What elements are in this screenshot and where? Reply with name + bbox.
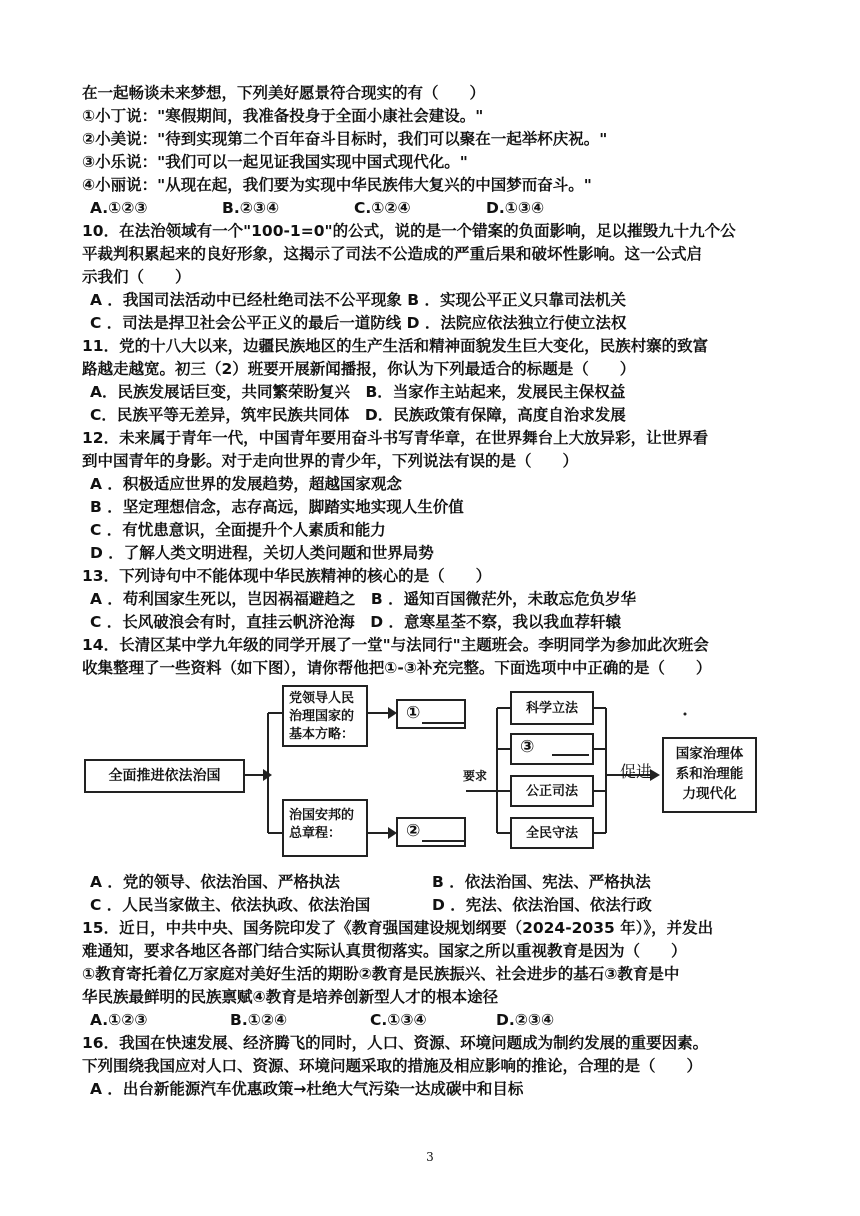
- option-a: A.①②③: [90, 199, 148, 217]
- question-14-line: 14．长清区某中学九年级的同学开展了一堂"与法同行"主题班会。李明同学为参加此次班会: [82, 636, 709, 654]
- option-row: C．民族平等无差异，筑牢民族共同体 D．民族政策有保障，高度自治求发展: [90, 406, 626, 424]
- statement-line: ①小丁说："寒假期间，我准备投身于全面小康社会建设。": [82, 107, 484, 125]
- option-b: B.②③④: [222, 199, 280, 217]
- question-10-line: 10．在法治领域有一个"100-1=0"的公式，说的是一个错案的负面影响，足以摧毁九十九个公: [82, 222, 736, 240]
- statement-line: ④小丽说："从现在起，我们要为实现中华民族伟大复兴的中国梦而奋斗。": [82, 176, 592, 194]
- question-15-line: ①教育寄托着亿万家庭对美好生活的期盼②教育是民族振兴、社会进步的基石③教育是中: [82, 965, 680, 983]
- question-14-line: 收集整理了一些资料（如下图），请你帮他把①-③补充完整。下面选项中中正确的是（ ）: [82, 659, 712, 677]
- option-a: A ．党的领导、依法治国、严格执法: [90, 873, 340, 891]
- option-row: A．民族发展话巨变，共同繁荣盼复兴 B．当家作主站起来，发展民主保权益: [90, 383, 626, 401]
- slot-1: ①: [396, 699, 466, 729]
- option-b: B.①②④: [230, 1011, 288, 1029]
- option-row: C ．司法是捍卫社会公平正义的最后一道防线 D ．法院应依法独立行使立法权: [90, 314, 627, 332]
- require-label: 要求: [463, 769, 488, 783]
- top-box: 党领导人民治理国家的基本方略：: [282, 685, 368, 747]
- slot-2: ②: [396, 817, 466, 847]
- slot-3: ③: [510, 733, 594, 765]
- option-c: C.①②④: [354, 199, 411, 217]
- statement-line: ②小美说："待到实现第二个百年奋斗目标时，我们可以聚在一起举杯庆祝。": [82, 130, 608, 148]
- option-c: C ．人民当家做主、依法执政、依法治国: [90, 896, 371, 914]
- option-row: A ．苟利国家生死以，岂因祸福避趋之 B ．遥知百国微茫外，未敢忘危负岁华: [90, 590, 637, 608]
- option-d: D ．了解人类文明进程，关切人类问题和世界局势: [90, 544, 434, 562]
- option-d: D.①③④: [486, 199, 545, 217]
- option-a: A ．出台新能源汽车优惠政策→杜绝大气污染一达成碳中和目标: [90, 1080, 524, 1098]
- main-box: 全面推进依法治国: [84, 759, 245, 793]
- requirement-2: 公正司法: [510, 775, 594, 807]
- result-box: 国家治理体系和治理能力现代化: [662, 737, 757, 813]
- option-d: D ．宪法、依法治国、依法行政: [432, 896, 652, 914]
- page-number: 3: [426, 1150, 434, 1164]
- question-10-line: 示我们（ ）: [82, 268, 191, 286]
- question-11-line: 路越走越宽。初三（2）班要开展新闻播报，你认为下列最适合的标题是（ ）: [82, 360, 636, 378]
- option-c: C.①③④: [370, 1011, 427, 1029]
- question-16-line: 下列围绕我国应对人口、资源、环境问题采取的措施及相应影响的推论，合理的是（ ）: [82, 1057, 703, 1075]
- option-c: C ．有忧患意识，全面提升个人素质和能力: [90, 521, 386, 539]
- question-15-line: 华民族最鲜明的民族禀赋④教育是培养创新型人才的根本途径: [82, 988, 499, 1006]
- rule-of-law-diagram: [82, 683, 744, 863]
- option-d: D.②③④: [496, 1011, 555, 1029]
- requirement-1: 科学立法: [510, 691, 594, 725]
- question-16-line: 16．我国在快速发展、经济腾飞的同时，人口、资源、环境问题成为制约发展的重要因素。: [82, 1034, 709, 1052]
- question-12-line: 12．未来属于青年一代，中国青年要用奋斗书写青华章，在世界舞台上大放异彩，让世界看: [82, 429, 709, 447]
- option-row: C ．长风破浪会有时，直挂云帆济沧海 D ．意寒星荃不察，我以我血荐轩辕: [90, 613, 622, 631]
- option-a: A.①②③: [90, 1011, 148, 1029]
- option-b: B ．依法治国、宪法、严格执法: [432, 873, 651, 891]
- option-b: B ．坚定理想信念，志存高远，脚踏实地实现人生价值: [90, 498, 464, 516]
- question-10-line: 平裁判积累起来的良好形象，这揭示了司法不公造成的严重后果和破坏性影响。这一公式启: [82, 245, 703, 263]
- question-13-line: 13．下列诗句中不能体现中华民族精神的核心的是（ ）: [82, 567, 492, 585]
- bottom-box: 治国安邦的总章程：: [282, 799, 368, 857]
- promote-label: 促进: [620, 762, 653, 781]
- question-11-line: 11．党的十八大以来，边疆民族地区的生产生活和精神面貌发生巨大变化，民族村寨的致富: [82, 337, 709, 355]
- question-15-line: 难通知，要求各地区各部门结合实际认真贯彻落实。国家之所以重视教育是因为（ ）: [82, 942, 687, 960]
- option-row: A ．我国司法活动中已经杜绝司法不公平现象 B ．实现公平正义只靠司法机关: [90, 291, 627, 309]
- statement-line: ③小乐说："我们可以一起见证我国实现中国式现代化。": [82, 153, 468, 171]
- requirement-3: 全民守法: [510, 817, 594, 849]
- question-15-line: 15．近日，中共中央、国务院印发了《教育强国建设规划纲要（2024-2035 年）》，并发出: [82, 919, 714, 937]
- question-12-line: 到中国青年的身影。对于走向世界的青少年，下列说法有误的是（ ）: [82, 452, 579, 470]
- question-line: 在一起畅谈未来梦想，下列美好愿景符合现实的有（ ）: [82, 84, 486, 102]
- option-a: A ．积极适应世界的发展趋势，超越国家观念: [90, 475, 402, 493]
